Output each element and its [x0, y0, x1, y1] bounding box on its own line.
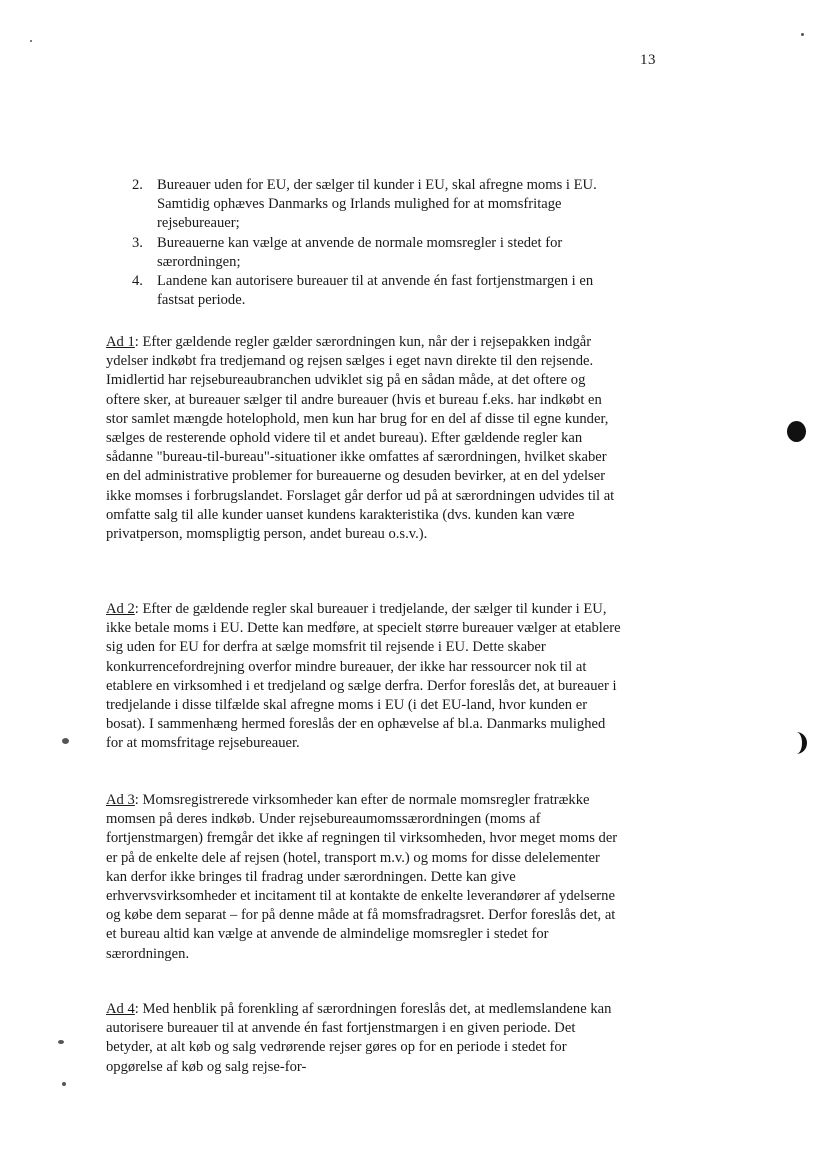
section-text: : Efter gældende regler gælder særordningen kun, når der i rejsepakken indgår ydelser indkøbt fra tredjemand og rejsen sælges i eget navn direkte til den rejsende. Imidlertid har rejsebureaubranchen udviklet sig på en sådan måde, at det oftere og oftere sker, at bureauer sælger til andre bureauer (hvis et bureau f.eks. har indkøbt en stor samlet mængde hotelophold, men kun har brug for en del af disse til egne kunder, sælges de resterende ophold videre til et andet bureau). Efter gældende regler kan sådanne "bureau-til-bureau"-situationer ikke omfattes af særordningen, hvilket skaber en del administrative problemer for bureauerne og desuden bevirker, at en del ydelser ikke momses i forbrugslandet. Forslaget går derfor ud på at særordningen udvides til at omfatte salg til alle kunder uanset kundens karakteristika (dvs. kunden kan være privatperson, momspligtig person, andet bureau o.s.v.). — [106, 334, 615, 543]
list-item — [128, 272, 628, 310]
section-heading: Ad 4 — [106, 1001, 135, 1017]
section-ad-2 — [106, 600, 622, 754]
scan-speck — [62, 738, 69, 744]
numbered-list — [128, 176, 628, 310]
list-item-number: 4. — [132, 273, 143, 290]
list-item — [128, 176, 628, 234]
section-heading: Ad 2 — [106, 601, 135, 617]
scan-speck — [58, 1040, 64, 1044]
section-text: : Efter de gældende regler skal bureauer i tredjelande, der sælger til kunder i EU, ikke betale moms i EU. Dette kan medføre, at specielt større bureauer vælger at etablere sig uden for EU for derfra at sælge momsfrit til rejsende i EU. Dette skaber konkurrencefordrejning overfor mindre bureauer, der ikke har ressourcer nok til at etablere en virksomhed i et tredjeland og sælge derfra. Derfor foreslås det, at bureauer i tredjelande i disse tilfælde skal afregne moms i EU (i det EU-land, hvor kunden er bosat). I sammenhæng hermed foreslås der en ophævelse af bl.a. Danmarks mulighed for at momsfritage rejsebureauer. — [106, 601, 621, 752]
section-ad-3 — [106, 791, 622, 964]
scan-speck — [62, 1082, 66, 1086]
punch-hole-mark — [786, 732, 807, 754]
section-ad-1 — [106, 333, 622, 544]
list-item-text: Bureauerne kan vælge at anvende de normale momsregler i stedet for særordningen; — [157, 234, 563, 270]
section-ad-4 — [106, 1000, 622, 1077]
section-text: : Med henblik på forenkling af særordningen foreslås det, at medlemslandene kan autorisere bureauer til at anvende én fast fortjenstmargen i en given periode. Det betyder, at alt køb og salg vedrørende rejser gøres op for en periode i stedet for opgørelse af køb og salg rejse-for- — [106, 1001, 612, 1075]
section-text: : Momsregistrerede virksomheder kan efter de normale momsregler fratrække momsen på deres indkøb. Under rejsebureaumomssærordningen (moms af fortjenstmargen) fremgår det ikke af regningen til virksomheden, hvor meget moms der er på de enkelte dele af rejsen (hotel, transport m.v.) og moms for disse delelementer kan derfor ikke bringes til fradrag under særordningen. Dette kan give erhvervsvirksomheder et incitament til at kontakte de enkelte leverandører af ydelserne og købe dem separat – for på denne måde at få momsfradragsret. Derfor foreslås det, at et bureau altid kan vælge at anvende de almindelige momsregler i stedet for særordningen. — [106, 792, 618, 962]
list-item-text: Bureauer uden for EU, der sælger til kunder i EU, skal afregne moms i EU. Samtidig ophæves Danmarks og Irlands mulighed for at momsfritage rejsebureauer; — [157, 177, 597, 232]
list-item — [128, 234, 628, 272]
punch-hole-mark — [787, 421, 806, 442]
scan-speck — [801, 33, 804, 36]
list-item-text: Landene kan autorisere bureauer til at anvende én fast fortjenstmargen i en fastsat periode. — [157, 273, 594, 309]
list-item-number: 3. — [132, 234, 143, 251]
section-heading: Ad 1 — [106, 334, 135, 350]
scan-speck — [30, 40, 32, 42]
list-item-number: 2. — [132, 177, 143, 193]
section-heading: Ad 3 — [106, 792, 135, 808]
page-number: 13 — [640, 52, 656, 68]
